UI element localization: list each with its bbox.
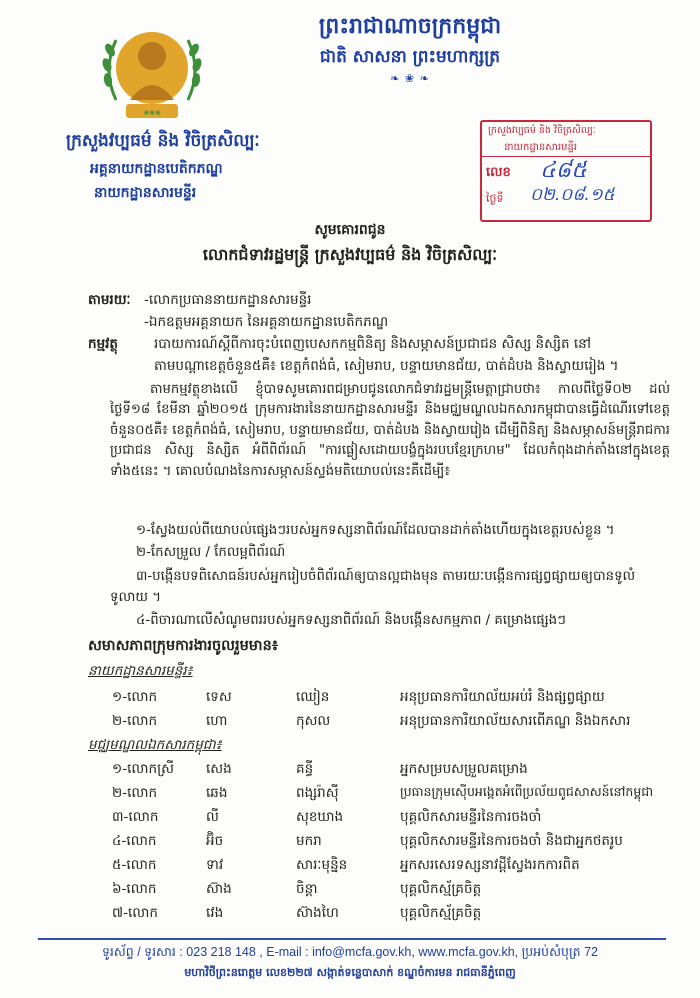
member-role: បុគ្គលិកស្ម័គ្រចិត្ត [400,905,482,921]
member-number: ៥-លោក [112,857,157,873]
addressee: លោកជំទាវរដ្ឋមន្ត្រី ក្រសួងវប្បធម៌ និង វិចិត្រសិល្បៈ [202,245,498,264]
member-surname: វេង [206,905,224,921]
member-row [0,856,700,878]
member-surname: ហោ [206,713,228,729]
salutation: សូមគោរពជូន [314,222,386,238]
stamp-date-value: ០២.០៨.១៥ [530,185,615,205]
member-role: អ្នកសម្របសម្រួលគម្រោង [400,761,528,777]
national-motto: ជាតិ សាសនា ព្រះមហាក្សត្រ [319,47,501,67]
member-name: ពង្សរ៉ាស៊ី [296,785,339,801]
member-role: អនុប្រធានការិយាល័យអប់រំ និងផ្សព្វផ្សាយ [400,689,605,705]
member-number: ៣-លោក [112,809,159,825]
svg-text:❀❀❀: ❀❀❀ [143,109,161,117]
member-row [0,688,700,710]
member-row [0,832,700,854]
member-surname: អ៊ិច [206,833,224,849]
footer-address: មហាវិថីព្រះនរោត្តម លេខ២២៧ សង្កាត់ទន្លេបាសាក់ ខណ្ឌចំការមន រាជធានីភ្នំពេញ [184,966,516,979]
via-line-1: -លោកប្រធាននាយកដ្ឋានសារមន្ទីរ [144,292,312,308]
member-name: សារៈមុន្និន [296,857,348,873]
member-name: សុខឃាង [296,809,344,825]
member-number: ២-លោក [112,785,158,801]
via-label: តាមរយៈ [88,292,131,308]
member-row [0,760,700,782]
team-title: សមាសភាពក្រុមការងារចូលរួមមាន៖ [88,638,279,654]
group-title-museums: នាយកដ្ឋានសារមន្ទីរ៖ [88,663,193,679]
member-row [0,784,700,806]
member-name: ចិន្តា [296,881,318,897]
stamp-date-label: ថ្ងៃទី [486,192,504,205]
purpose-item-4: ៤-ពិចារណាលើសំណូមពររបស់អ្នកទស្សនាពិព័រណ៍ និងបង្កើនសកម្មភាព / គម្រោងផ្សេងៗ [136,613,566,628]
member-name: គន្ធី [296,761,314,777]
received-stamp [480,120,652,222]
member-surname: ស៊ាង [206,881,232,897]
member-number: ៦-លោក [112,881,157,897]
member-number: ៧-លោក [112,905,158,921]
member-role: អ្នកសរសេរទស្សនាវដ្តីស្វែងរកការពិត [400,857,580,873]
member-surname: ទាវ [206,857,224,873]
stamp-number-label: លេខ [486,165,511,180]
subject-line-1: របាយការណ៍ស្តីពីការចុះបំពេញបេសកកម្មពិនិត្យ និងសម្ភាសន៍ប្រជាជន សិស្ស និស្សិត នៅ [154,336,591,352]
member-number: ៤-លោក [112,833,157,849]
purpose-item-1: ១-ស្វែងយល់ពីយោបល់ផ្សេងៗរបស់អ្នកទស្សនាពិព័រណ៍ដែលបានដាក់តាំងហើយក្នុងខេត្តរបស់ខ្លួន ។ [136,523,615,538]
stamp-line-1: ក្រសួងវប្បធម៌ និង វិចិត្រសិល្បៈ [488,125,596,136]
member-role: អនុប្រធានការិយាល័យសារពើភណ្ឌ និងឯកសារ [400,713,631,729]
subject-label: កម្មវត្ថុ [88,336,118,352]
body-paragraph: តាមកម្មវត្ថុខាងលើ ខ្ញុំបាទសូមគោរពជម្រាបជូនលោកជំទាវរដ្ឋមន្ត្រីមេត្តាជ្រាបថា៖ កាលពីថ្ងៃទី០២ ដល់ថ្ងៃទី១៨ ខែមីនា ឆ្នាំ២០១៥ ក្រុមការងារនៃនាយកដ្ឋានសារមន្ទីរ និងមជ្ឈមណ្ឌលឯកសារកម្ពុជាបានធ្វើដំណើរទៅខេត្តចំនួន០៥គឺ៖ ខេត្តកំពង់ធំ, សៀមរាប, បន្ទាយមានជ័យ, បាត់ដំបង និងស្វាយរៀង ដើម្បីពិនិត្យ និងសម្ភាសន៍មន្ត្រីរាជការ ប្រជាជន សិស្ស និស្សិត អំពីពិព័រណ៍ "ការផ្លៀសដោយបង្ខំក្នុងរបបខ្មែរក្រហម" ដែលកំពុងដាក់តាំងនៅក្នុងខេត្តទាំង៥នេះ ។ គោលបំណងនៃការសម្ភាសន៍ស្ទង់មតិយោបល់នេះគឺដើម្បី៖ [110,382,670,479]
ministry-name: ក្រសួងវប្បធម៌ និង វិចិត្រសិល្បៈ [66,131,260,151]
purpose-item-3: ៣-បង្កើនបទពិសោធន៍របស់អ្នករៀបចំពិព័រណ៍ឲ្យបានល្អជាងមុន តាមរយៈបង្កើនការផ្សព្វផ្សាយឲ្យបានទូលំទូលាយ ។ [110,569,636,605]
general-department: អគ្គនាយកដ្ឋានបេតិកភណ្ឌ [90,161,223,177]
kingdom-title: ព្រះរាជាណាចក្រកម្ពុជា [318,14,502,39]
department: នាយកដ្ឋានសារមន្ទីរ [94,185,197,201]
member-role: បុគ្គលិកសារមន្ទីរនៃការចងចាំ និងជាអ្នកថតរូប [400,833,623,849]
member-number: ១-លោកស្រី [112,761,174,777]
via-line-2: -ឯកឧត្តមអគ្គនាយក នៃអគ្គនាយកដ្ឋានបេតិកភណ្ឌ [144,314,389,330]
member-row [0,904,700,926]
member-role: បុគ្គលិកសារមន្ទីរនៃការចងចាំ [400,809,542,825]
member-number: ២-លោក [112,713,158,729]
member-surname: លី [206,809,219,825]
member-role: បុគ្គលិកស្ម័គ្រចិត្ត [400,881,482,897]
ministry-logo [96,20,208,126]
purpose-item-2: ២-កែសម្រួល / កែលម្អពិព័រណ៍ [136,545,286,560]
member-row [0,880,700,902]
stamp-number-value: ៤៨៥ [540,158,587,183]
member-name: ស៊ាងហៃ [296,905,339,921]
member-name: ឈៀន [296,689,330,705]
member-role: ប្រធានក្រុមស៊ើបអង្កេតអំពើប្រល័យពូជសាសន៍នៅកម្ពុជា [400,784,654,799]
header-ornament: ❧ ❀ ❧ [390,72,430,85]
member-row [0,808,700,830]
member-surname: ឆេង [206,785,228,801]
group-title-dc-cam: មជ្ឈមណ្ឌលឯកសារកម្ពុជា៖ [88,737,222,753]
footer-divider [38,938,666,940]
member-name: មករា [296,833,322,849]
stamp-line-2: នាយកដ្ឋានសារមន្ទីរ [504,142,577,153]
member-row [0,712,700,734]
footer-contact: ទូរស័ព្ទ / ទូរសារ : 023 218 148 , E-mail : info@mcfa.gov.kh, www.mcfa.gov.kh, ប្រអប់សំបុត្រ 72 [101,945,598,959]
subject-line-2: តាមបណ្តាខេត្តចំនួន៥គឺ៖ ខេត្តកំពង់ធំ, សៀមរាប, បន្ទាយមានជ័យ, បាត់ដំបង និងស្វាយរៀង ។ [154,358,619,374]
member-name: កុសល [296,713,331,729]
member-surname: សេង [206,761,232,777]
member-number: ១-លោក [112,689,158,705]
member-surname: ទេស [206,689,232,705]
